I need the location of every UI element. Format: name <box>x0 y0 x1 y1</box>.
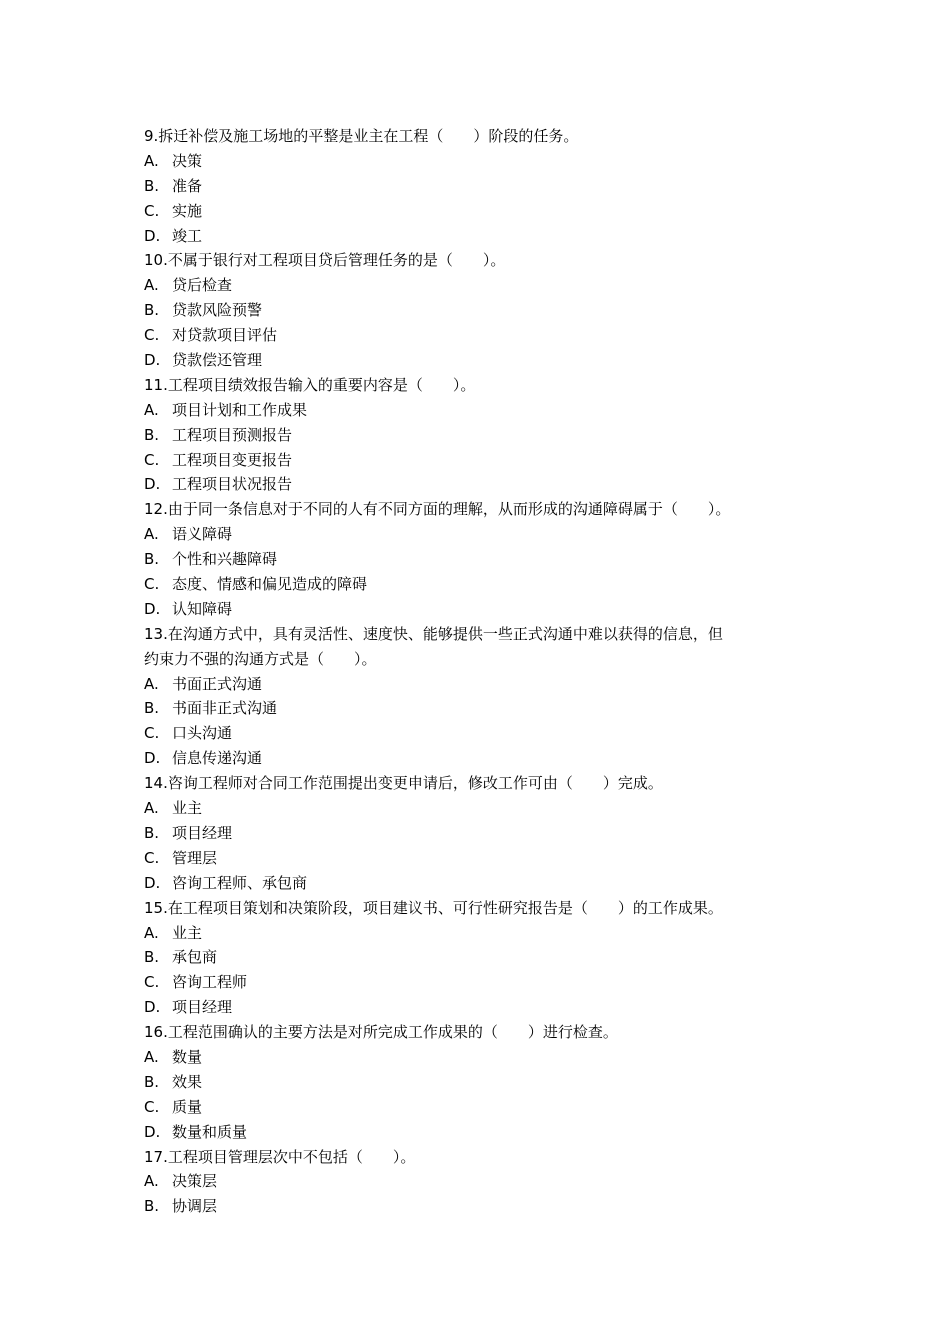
option-text: 咨询工程师、承包商 <box>172 873 308 892</box>
option-a <box>144 921 824 946</box>
option-text: 决策层 <box>172 1172 218 1191</box>
option-b <box>144 174 824 199</box>
option-text: 承包商 <box>172 948 218 967</box>
option-c <box>144 970 824 995</box>
question-stem: 11.工程项目绩效报告输入的重要内容是（ ）。 <box>144 375 476 394</box>
option-letter: B. <box>144 1197 160 1216</box>
option-letter: C. <box>144 326 160 345</box>
option-letter: B. <box>144 425 160 444</box>
option-letter: D. <box>144 1122 161 1141</box>
option-text: 业主 <box>172 799 203 818</box>
question-stem: 10.不属于银行对工程项目贷后管理任务的是（ ）。 <box>144 251 506 270</box>
document-page <box>144 124 824 1219</box>
option-letter: A. <box>144 525 159 544</box>
option-letter: A. <box>144 276 159 295</box>
option-c <box>144 1095 824 1120</box>
question-9 <box>144 124 824 248</box>
question-stem-continued: 约束力不强的沟通方式是（ ）。 <box>144 649 377 668</box>
option-letter: B. <box>144 301 160 320</box>
option-b <box>144 945 824 970</box>
option-letter: D. <box>144 226 161 245</box>
question-12 <box>144 497 824 621</box>
option-text: 效果 <box>172 1072 203 1091</box>
option-d <box>144 472 824 497</box>
option-letter: A. <box>144 799 159 818</box>
option-text: 数量 <box>172 1047 203 1066</box>
option-text: 贷款风险预警 <box>172 301 263 320</box>
option-text: 工程项目状况报告 <box>172 475 293 494</box>
option-letter: C. <box>144 973 160 992</box>
question-stem: 9.拆迁补偿及施工场地的平整是业主在工程（ ）阶段的任务。 <box>144 127 579 145</box>
option-letter: A. <box>144 400 159 419</box>
option-letter: C. <box>144 201 160 220</box>
option-c <box>144 721 824 746</box>
question-13 <box>144 622 824 771</box>
option-text: 项目计划和工作成果 <box>172 400 308 419</box>
option-b <box>144 547 824 572</box>
option-b <box>144 298 824 323</box>
option-letter: A. <box>144 1047 159 1066</box>
option-letter: B. <box>144 176 160 195</box>
option-letter: C. <box>144 575 160 594</box>
option-letter: D. <box>144 749 161 768</box>
option-text: 个性和兴趣障碍 <box>172 550 278 569</box>
option-text: 书面正式沟通 <box>172 674 263 693</box>
option-letter: D. <box>144 599 161 618</box>
option-d <box>144 995 824 1020</box>
option-text: 业主 <box>172 923 203 942</box>
option-d <box>144 871 824 896</box>
option-text: 竣工 <box>172 226 203 245</box>
option-letter: D. <box>144 873 161 892</box>
option-d <box>144 224 824 249</box>
option-letter: B. <box>144 699 160 718</box>
option-text: 咨询工程师 <box>172 973 248 992</box>
option-text: 对贷款项目评估 <box>172 326 278 345</box>
option-letter: C. <box>144 848 160 867</box>
option-c <box>144 448 824 473</box>
option-letter: B. <box>144 1072 160 1091</box>
option-b <box>144 696 824 721</box>
option-letter: A. <box>144 1172 159 1191</box>
option-d <box>144 746 824 771</box>
option-text: 工程项目预测报告 <box>172 425 293 444</box>
question-stem: 15.在工程项目策划和决策阶段，项目建议书、可行性研究报告是（ ）的工作成果。 <box>144 898 723 917</box>
option-letter: C. <box>144 724 160 743</box>
option-text: 协调层 <box>172 1197 218 1216</box>
option-letter: A. <box>144 674 159 693</box>
option-letter: B. <box>144 948 160 967</box>
option-text: 书面非正式沟通 <box>172 699 278 718</box>
option-a <box>144 149 824 174</box>
option-c <box>144 323 824 348</box>
option-text: 口头沟通 <box>172 724 233 743</box>
option-a <box>144 273 824 298</box>
option-letter: C. <box>144 450 160 469</box>
option-text: 项目经理 <box>172 998 233 1017</box>
option-letter: D. <box>144 351 161 370</box>
option-b <box>144 821 824 846</box>
option-text: 决策 <box>172 151 203 170</box>
question-stem: 12.由于同一条信息对于不同的人有不同方面的理解，从而形成的沟通障碍属于（ ）。 <box>144 500 731 519</box>
question-stem: 14.咨询工程师对合同工作范围提出变更申请后，修改工作可由（ ）完成。 <box>144 774 663 793</box>
option-a <box>144 1045 824 1070</box>
option-text: 贷后检查 <box>172 276 233 295</box>
option-a <box>144 398 824 423</box>
option-letter: C. <box>144 1097 160 1116</box>
option-d <box>144 1120 824 1145</box>
option-text: 准备 <box>172 176 203 195</box>
option-a <box>144 522 824 547</box>
question-stem: 16.工程范围确认的主要方法是对所完成工作成果的（ ）进行检查。 <box>144 1023 618 1042</box>
question-stem: 17.工程项目管理层次中不包括（ ）。 <box>144 1147 416 1166</box>
option-a <box>144 672 824 697</box>
option-text: 贷款偿还管理 <box>172 351 263 370</box>
option-text: 认知障碍 <box>172 599 233 618</box>
option-text: 管理层 <box>172 848 218 867</box>
question-14 <box>144 771 824 895</box>
question-16 <box>144 1020 824 1144</box>
option-letter: A. <box>144 151 159 170</box>
question-17 <box>144 1145 824 1220</box>
question-11 <box>144 373 824 497</box>
question-10 <box>144 248 824 372</box>
option-d <box>144 597 824 622</box>
option-a <box>144 1169 824 1194</box>
option-d <box>144 348 824 373</box>
option-letter: B. <box>144 823 160 842</box>
option-c <box>144 572 824 597</box>
question-stem: 13.在沟通方式中，具有灵活性、速度快、能够提供一些正式沟通中难以获得的信息，但 <box>144 624 723 643</box>
option-a <box>144 796 824 821</box>
option-text: 项目经理 <box>172 823 233 842</box>
option-text: 信息传递沟通 <box>172 749 263 768</box>
option-b <box>144 1070 824 1095</box>
option-letter: D. <box>144 475 161 494</box>
option-letter: A. <box>144 923 159 942</box>
option-text: 数量和质量 <box>172 1122 248 1141</box>
option-b <box>144 1194 824 1219</box>
option-text: 态度、情感和偏见造成的障碍 <box>172 575 368 594</box>
option-c <box>144 846 824 871</box>
option-letter: D. <box>144 998 161 1017</box>
option-b <box>144 423 824 448</box>
option-text: 质量 <box>172 1097 203 1116</box>
option-letter: B. <box>144 550 160 569</box>
question-15 <box>144 896 824 1020</box>
option-text: 语义障碍 <box>172 525 233 544</box>
option-c <box>144 199 824 224</box>
option-text: 工程项目变更报告 <box>172 450 293 469</box>
option-text: 实施 <box>172 201 203 220</box>
